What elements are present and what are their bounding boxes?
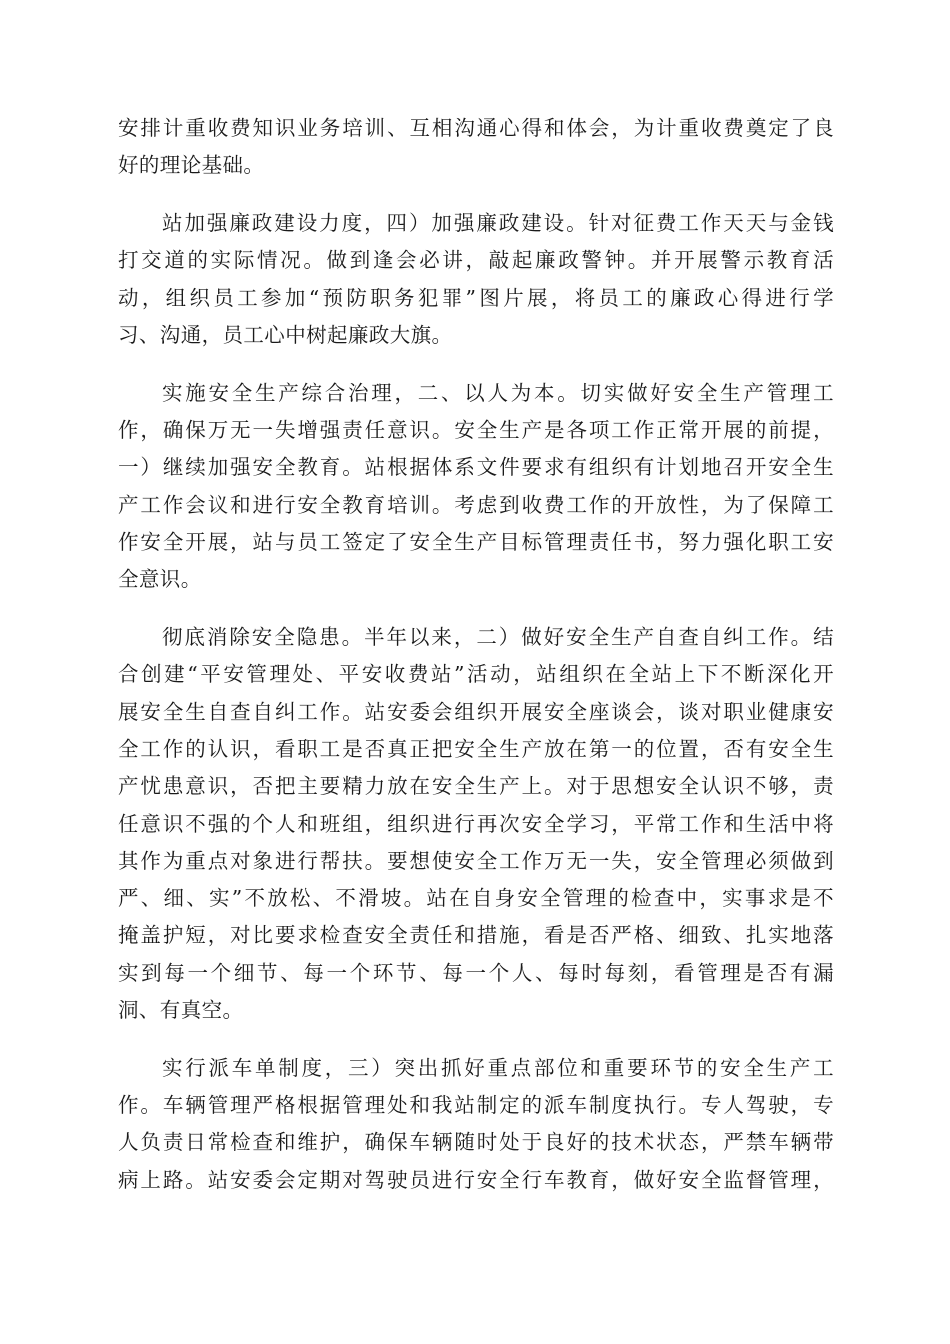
text-line: 全意识。 xyxy=(118,567,202,592)
text-line: 动，组织员工参加“预防职务犯罪”图片展，将员工的廉政心得进行学 xyxy=(118,285,834,310)
text-line: 洞、有真空。 xyxy=(118,998,244,1023)
paragraph-integrity xyxy=(118,205,834,354)
text-line: 一）继续加强安全教育。站根据体系文件要求有组织有计划地召开安全生 xyxy=(118,455,834,480)
text-line: 安排计重收费知识业务培训、互相沟通心得和体会，为计重收费奠定了良 xyxy=(118,116,834,140)
text-line: 合创建“平安管理处、平安收费站”活动，站组织在全站上下不断深化开 xyxy=(118,662,834,687)
paragraph-training xyxy=(118,110,834,185)
text-line: 彻底消除安全隐患。半年以来，二）做好安全生产自查自纠工作。结 xyxy=(162,625,834,650)
text-line: 其作为重点对象进行帮扶。要想使安全工作万无一失，安全管理必须做到 xyxy=(118,848,834,873)
text-line: 打交道的实际情况。做到逢会必讲，敲起廉政警钟。并开展警示教育活 xyxy=(118,248,834,273)
text-line: 展安全生自查自纠工作。站安委会组织开展安全座谈会，谈对职业健康安 xyxy=(118,699,834,724)
text-line: 全工作的认识，看职工是否真正把安全生产放在第一的位置，否有安全生 xyxy=(118,736,834,761)
text-line: 作。车辆管理严格根据管理处和我站制定的派车制度执行。专人驾驶，专 xyxy=(118,1093,834,1118)
text-line: 习、沟通，员工心中树起廉政大旗。 xyxy=(118,322,453,347)
text-line: 人负责日常检查和维护，确保车辆随时处于良好的技术状态，严禁车辆带 xyxy=(118,1130,834,1155)
text-line: 严、细、实”不放松、不滑坡。站在自身安全管理的检查中，实事求是不 xyxy=(118,886,834,911)
text-line: 产工作会议和进行安全教育培训。考虑到收费工作的开放性，为了保障工 xyxy=(118,492,834,517)
text-line: 实施安全生产综合治理，二、以人为本。切实做好安全生产管理工 xyxy=(162,380,834,405)
text-line: 产忧患意识，否把主要精力放在安全生产上。对于思想安全认识不够，责 xyxy=(118,774,834,799)
text-line: 作安全开展，站与员工签定了安全生产目标管理责任书，努力强化职工安 xyxy=(118,529,834,554)
document-body xyxy=(118,110,834,1220)
text-line: 实到每一个细节、每一个环节、每一个人、每时每刻，看管理是否有漏 xyxy=(118,960,834,985)
paragraph-safety-education xyxy=(118,375,834,599)
text-line: 掩盖护短，对比要求检查安全责任和措施，看是否严格、细致、扎实地落 xyxy=(118,923,834,948)
text-line: 病上路。站安委会定期对驾驶员进行安全行车教育，做好安全监督管理， xyxy=(118,1167,834,1192)
paragraph-self-inspection xyxy=(118,619,834,1029)
text-line: 作，确保万无一失增强责任意识。安全生产是各项工作正常开展的前提， xyxy=(118,418,834,443)
paragraph-vehicle-management xyxy=(118,1050,834,1199)
text-line: 实行派车单制度，三）突出抓好重点部位和重要环节的安全生产工 xyxy=(162,1055,834,1080)
text-line: 好的理论基础。 xyxy=(118,153,265,178)
text-line: 任意识不强的个人和班组，组织进行再次安全学习，平常工作和生活中将 xyxy=(118,811,834,836)
text-line: 站加强廉政建设力度，四）加强廉政建设。针对征费工作天天与金钱 xyxy=(162,211,834,236)
